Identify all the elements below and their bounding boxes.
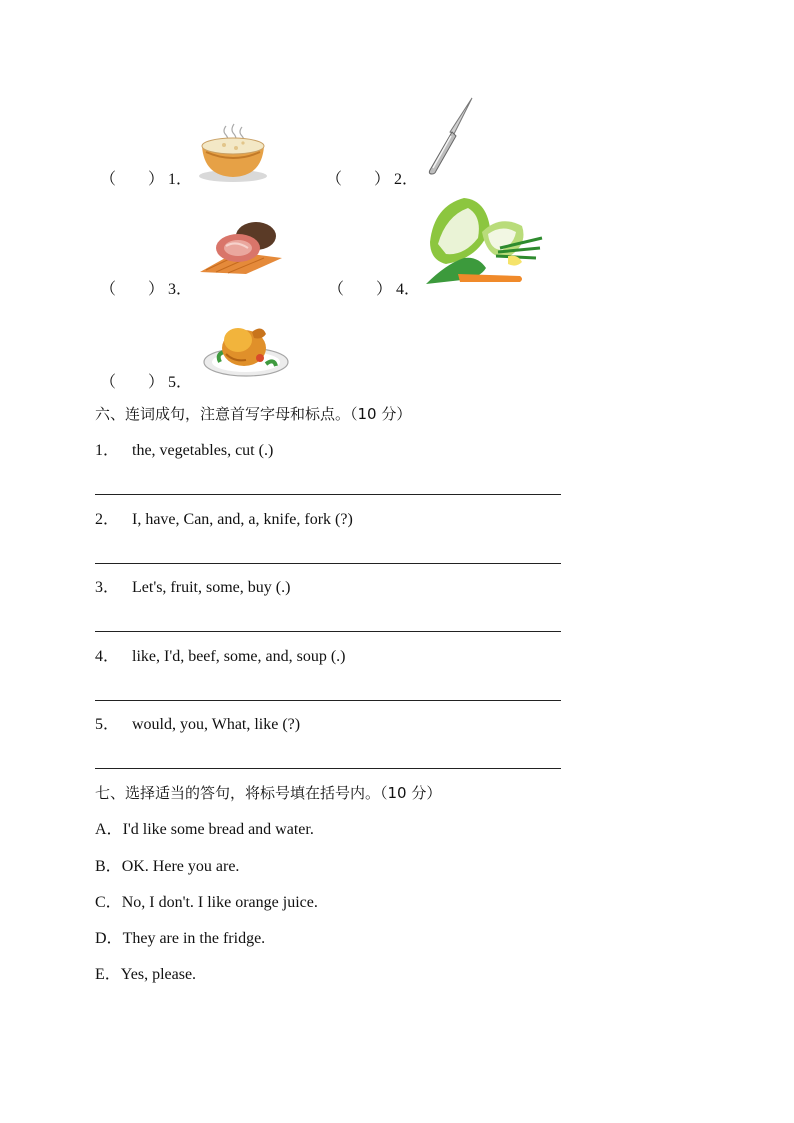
item-number: 2． [95, 511, 120, 528]
section-six-heading: 六、连词成句，注意首写字母和标点。（10 分） [95, 405, 412, 423]
roast-chicken-icon [202, 314, 292, 380]
knife-icon [424, 96, 476, 176]
option-text: I'd like some bread and water. [122, 821, 314, 838]
bracket: （ ） [326, 171, 391, 188]
answer-bracket-3[interactable] [100, 276, 192, 299]
answer-bracket-2[interactable] [326, 166, 418, 189]
item-number: 1． [95, 442, 120, 459]
item-number: 2． [394, 171, 419, 188]
bracket: （ ） [100, 171, 165, 188]
option-label: A． [95, 821, 123, 838]
vegetables-icon [424, 196, 544, 292]
option-text: Yes, please. [120, 966, 197, 983]
answer-bracket-4[interactable] [328, 276, 420, 299]
answer-line-5[interactable] [95, 768, 561, 769]
answer-line-4[interactable] [95, 700, 561, 701]
option-label: D． [95, 930, 123, 947]
answer-option-e [95, 965, 196, 985]
item-number: 4． [396, 281, 421, 298]
answer-option-d [95, 929, 265, 949]
sentence-item-4 [95, 647, 346, 667]
item-number: 3． [95, 579, 120, 596]
answer-line-2[interactable] [95, 563, 561, 564]
item-number: 1． [168, 171, 193, 188]
scrambled-words: like, I'd, beef, some, and, soup (.) [132, 648, 346, 665]
answer-bracket-5[interactable] [100, 369, 192, 392]
item-number: 5． [95, 716, 120, 733]
answer-bracket-1[interactable] [100, 166, 192, 189]
sentence-item-3 [95, 578, 291, 598]
bracket: （ ） [100, 374, 165, 391]
soup-bowl-icon [196, 122, 270, 184]
sentence-item-5 [95, 715, 301, 735]
answer-option-a [95, 820, 314, 840]
answer-option-c [95, 893, 318, 913]
scrambled-words: I, have, Can, and, a, knife, fork (?) [132, 511, 353, 528]
option-text: They are in the fridge. [122, 930, 266, 947]
scrambled-words: the, vegetables, cut (.) [132, 442, 274, 459]
item-number: 5． [168, 374, 193, 391]
scrambled-words: Let's, fruit, some, buy (.) [132, 579, 291, 596]
answer-line-1[interactable] [95, 494, 561, 495]
bracket: （ ） [100, 281, 165, 298]
option-text: No, I don't. I like orange juice. [121, 894, 318, 911]
beef-icon [196, 218, 284, 274]
option-label: C． [95, 894, 122, 911]
answer-line-3[interactable] [95, 631, 561, 632]
sentence-item-2 [95, 510, 353, 530]
sentence-item-1 [95, 441, 274, 461]
section-seven-heading: 七、选择适当的答句，将标号填在括号内。（10 分） [95, 784, 442, 802]
item-number: 4． [95, 648, 120, 665]
item-number: 3． [168, 281, 193, 298]
option-label: E． [95, 966, 121, 983]
answer-option-b [95, 857, 239, 877]
option-text: OK. Here you are. [121, 858, 240, 875]
option-label: B． [95, 858, 122, 875]
bracket: （ ） [328, 281, 393, 298]
scrambled-words: would, you, What, like (?) [132, 716, 301, 733]
